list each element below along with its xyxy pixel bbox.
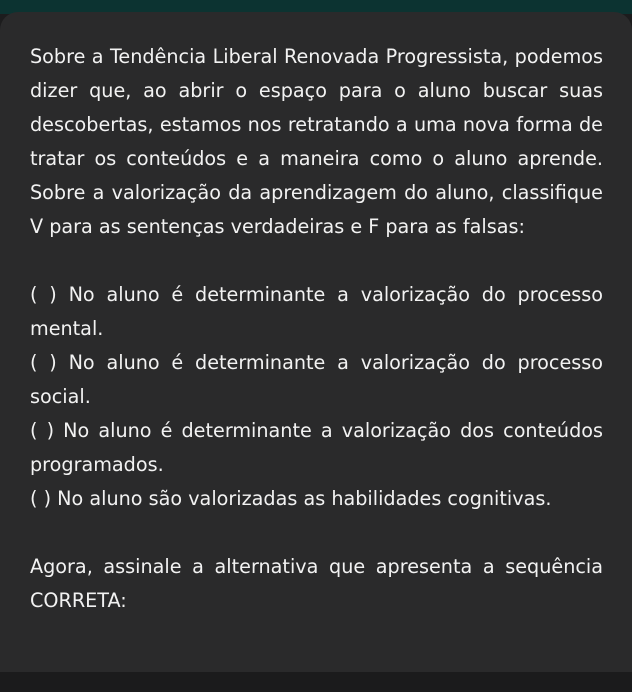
spacer (30, 516, 603, 550)
spacer (30, 244, 603, 278)
bottom-band (0, 672, 632, 692)
question-content (30, 40, 603, 618)
question-intro: Sobre a Tendência Liberal Renovada Progressista, podemos dizer que, ao abrir o espaço para o aluno buscar suas descobertas, estamos nos retratando a uma nova forma de tratar os conteúdos e a maneira como o aluno aprende. Sobre a valorização da aprendizagem do aluno, classifique V para as sentenças verdadeiras e F para as falsas: (30, 45, 603, 238)
statement-2: ( ) No aluno é determinante a valorização do processo social. (30, 351, 603, 408)
statement-3: ( ) No aluno é determinante a valorização dos conteúdos programados. (30, 419, 603, 476)
statement-1: ( ) No aluno é determinante a valorização do processo mental. (30, 283, 603, 340)
statement-4: ( ) No aluno são valorizadas as habilidades cognitivas. (30, 487, 552, 510)
question-prompt: Agora, assinale a alternativa que apresenta a sequência CORRETA: (30, 555, 603, 612)
